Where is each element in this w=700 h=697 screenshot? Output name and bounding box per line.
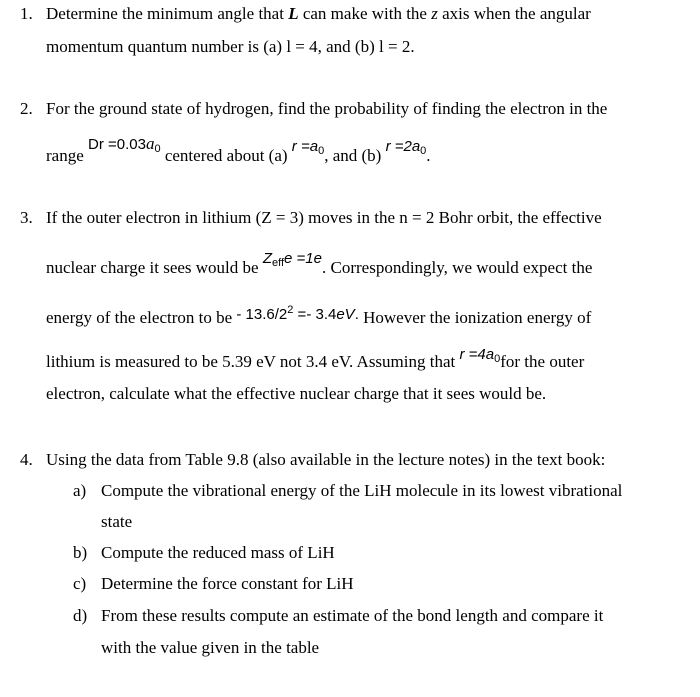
q2-text: .	[426, 146, 431, 165]
q2-r-equals-a0: r =a	[291, 138, 319, 155]
q4-item-b-line-1: Compute the reduced mass of LiH	[101, 543, 335, 562]
question-3-line-4	[46, 346, 585, 377]
q2-r-b-expr	[386, 138, 427, 155]
question-3-number: 3.	[20, 208, 33, 227]
q1-z-symbol: z	[431, 4, 438, 23]
q4-item-a-line-1: Compute the vibrational energy of the LiH molecule in its lowest vibrational	[101, 481, 623, 500]
q1-text: Determine the minimum angle that	[46, 4, 289, 23]
q3-eff-subscript: eff	[272, 257, 285, 269]
q2-subscript: 0	[318, 145, 325, 157]
q2-r-a-expr	[292, 138, 324, 155]
question-4-line-1: Using the data from Table 9.8 (also available in the lecture notes) in the text book:	[46, 450, 606, 469]
q3-text: However the ionization energy of	[363, 308, 592, 327]
q3-text: nuclear charge it sees would be	[46, 258, 259, 277]
question-1-line-2	[46, 37, 415, 57]
question-2-line-2	[46, 134, 431, 171]
q2-delta-r: Dr =0.03	[88, 136, 146, 153]
q3-text: for the outer	[500, 352, 585, 371]
q4-item-d-line-1: From these results compute an estimate of the bond length and compare it	[101, 606, 604, 625]
question-3-line-2	[46, 250, 593, 283]
q3-period: .	[354, 306, 359, 323]
question-3-line-3	[46, 304, 591, 329]
q3-energy-expr	[236, 306, 358, 323]
question-3-line-1: If the outer electron in lithium (Z = 3) moves in the n = 2 Bohr orbit, the effective	[46, 208, 602, 227]
q3-energy-base: - 13.6/2	[236, 306, 288, 323]
q2-range-label: range	[46, 146, 84, 165]
q4-item-d-line-2: with the value given in the table	[101, 638, 320, 657]
q4-item-c-label: c)	[73, 574, 87, 593]
q3-text: energy of the electron to be	[46, 308, 233, 327]
q4-item-b-label: b)	[73, 543, 88, 562]
q1-case-a: l = 4	[286, 37, 318, 56]
q3-text: lithium is measured to be 5.39 eV not 3.4 eV. Assuming that	[46, 352, 456, 371]
q1-text: , and (b)	[317, 37, 380, 56]
q1-text: momentum quantum number is (a)	[46, 37, 287, 56]
q2-r-equals-2a0: r =2a	[385, 138, 421, 155]
q4-item-d-label: d)	[73, 606, 88, 625]
q2-a-symbol: a	[145, 134, 155, 153]
question-1-line-1	[46, 4, 591, 24]
q2-text: , and (b)	[324, 146, 382, 165]
question-1-number: 1.	[20, 4, 33, 23]
q1-text: .	[410, 37, 415, 56]
q2-text: centered about (a)	[164, 146, 288, 165]
q3-zeff-value: e =1e	[284, 250, 322, 267]
q2-subscript: 0	[420, 145, 427, 157]
q2-subscript: 0	[154, 143, 161, 155]
q3-r-expr	[460, 346, 501, 363]
q4-item-a-line-2: state	[101, 512, 133, 531]
q3-subscript: 0	[494, 353, 501, 365]
q3-zeff-expr	[263, 250, 322, 267]
q1-L-symbol: L	[288, 4, 299, 23]
q4-item-c-line-1: Determine the force constant for LiH	[101, 574, 354, 593]
q2-delta-r-expr	[88, 136, 161, 153]
question-3-line-5: electron, calculate what the effective nuclear charge that it sees would be.	[46, 384, 547, 403]
q3-ev-unit: eV	[336, 306, 355, 323]
q3-superscript: 2	[287, 304, 294, 316]
question-2-number: 2.	[20, 99, 33, 118]
question-2-line-1: For the ground state of hydrogen, find the probability of finding the electron in the	[46, 99, 608, 118]
q4-item-a-label: a)	[73, 481, 87, 500]
q3-Z-symbol: Z	[262, 250, 272, 267]
q1-text: axis when the angular	[437, 4, 591, 23]
q3-energy-result: =- 3.4	[293, 306, 337, 323]
q1-case-b: l = 2	[379, 37, 411, 56]
question-4-number: 4.	[20, 450, 33, 469]
q3-r-equals-4a0: r =4a	[459, 346, 495, 363]
q3-text: . Correspondingly, we would expect the	[322, 258, 593, 277]
q1-text: can make with the	[298, 4, 432, 23]
